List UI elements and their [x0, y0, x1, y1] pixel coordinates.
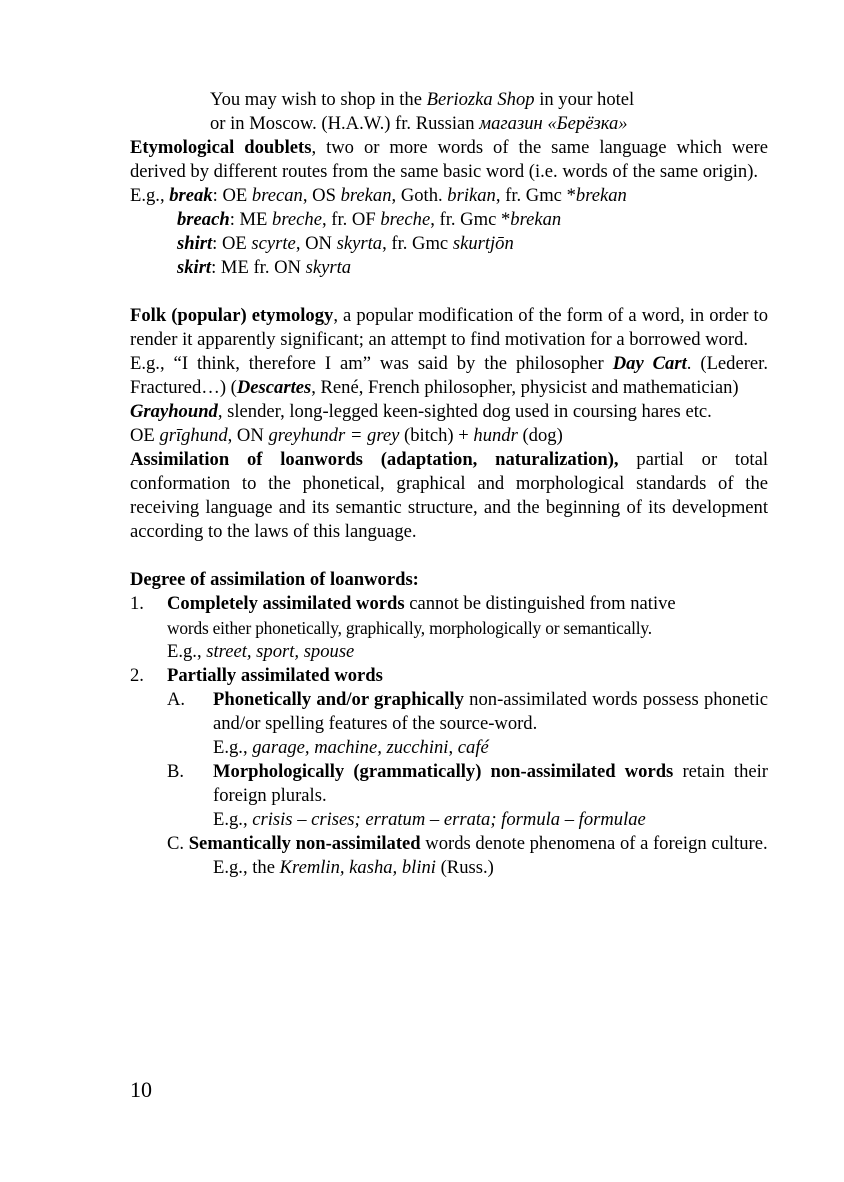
folk-definition: Folk (popular) etymology, a popular modification of the form of a word, in order to render it apparently significant; an attempt to find motivation for a borrowed word. [130, 305, 768, 350]
sublist-label: A. [167, 689, 186, 710]
sublist-item-b: B. Morphologically (grammatically) non-assimilated words retain their foreign plurals. E.g., crisis – crises; erratum – errata; formula – formulae [167, 761, 769, 830]
sublist-item-c: C. Semantically non-assimilated words denote phenomena of a foreign culture. [167, 833, 768, 854]
doublets-term: Etymological doublets [130, 137, 312, 158]
page-content [130, 88, 768, 880]
list-item-completely-assimilated: 1. Completely assimilated words cannot be distinguished from native words either phonetically, graphically, morphologically or semantically. E.g., street, sport, spouse [130, 593, 676, 662]
sublist-item-a: A. Phonetically and/or graphically non-assimilated words possess phonetic and/or spelling features of the source-word. E.g., garage, machine, zucchini, café [167, 689, 768, 758]
sublist-label: C. [167, 833, 185, 854]
sublist-item-c-example: E.g., the Kremlin, kasha, blini (Russ.) [213, 857, 494, 878]
sublist-label: B. [167, 761, 185, 782]
list-number: 1. [130, 593, 144, 614]
doublets-example-2: breach: ME breche, fr. OF breche, fr. Gmc *brekan [177, 209, 562, 230]
assimilation-definition: Assimilation of loanwords (adaptation, naturalization), partial or total conformation to the phonetical, graphical and morphological standards of the receiving language and its semantic structure, and the beginning of its development according to the laws of this language. [130, 449, 768, 542]
folk-term: Folk (popular) etymology [130, 305, 334, 326]
grayhound-definition: Grayhound, slender, long-legged keen-sighted dog used in coursing hares etc. [130, 401, 712, 422]
spacer [130, 280, 768, 304]
doublets-example-3: shirt: OE scyrte, ON skyrta, fr. Gmc skurtjōn [177, 233, 514, 254]
spacer [130, 544, 768, 568]
folk-example: E.g., “I think, therefore I am” was said by the philosopher Day Cart. (Lederer. Fractured…) (Descartes, René, French philosopher, physicist and mathematician) [130, 353, 768, 398]
quote-line-1: You may wish to shop in the Beriozka Shop in your hotel [210, 89, 635, 110]
list-number: 2. [130, 665, 144, 686]
doublets-example-4: skirt: ME fr. ON skyrta [177, 257, 352, 278]
assimilation-term: Assimilation of loanwords (adaptation, naturalization), [130, 449, 619, 470]
doublets-example-1: E.g., break: OE brecan, OS brekan, Goth. brikan, fr. Gmc *brekan [130, 185, 627, 206]
doublets-definition: Etymological doublets, two or more words of the same language which were derived by different routes from the same basic word (i.e. words of the same origin). [130, 137, 768, 182]
grayhound-term: Grayhound [130, 401, 218, 422]
page-number: 10 [130, 1077, 152, 1102]
degree-heading: Degree of assimilation of loanwords: [130, 569, 419, 590]
quote-line-2: or in Moscow. (H.A.W.) fr. Russian магазин «Берёзка» [210, 113, 628, 134]
grayhound-origin: OE grīghund, ON greyhundr = grey (bitch) + hundr (dog) [130, 425, 563, 446]
list-item-partially-assimilated: 2. Partially assimilated words [130, 665, 383, 686]
